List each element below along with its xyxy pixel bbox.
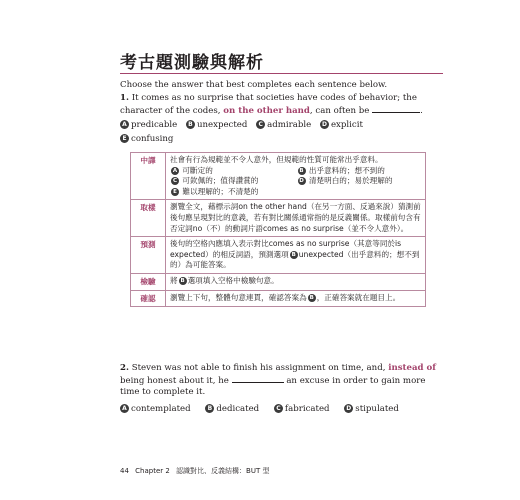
answer-blank[interactable]: [232, 375, 284, 383]
question-text: It comes as no surprise that societies have codes of behavior; the character of the codes,: [120, 93, 417, 116]
option-list: [120, 404, 442, 416]
row-content: [166, 273, 426, 290]
analysis-row-confirm: [131, 290, 426, 307]
option-c[interactable]: [274, 404, 330, 416]
chapter-label: Chapter 2: [135, 467, 170, 475]
option-text: stipulated: [355, 403, 399, 414]
option-letter-badge: A: [172, 167, 178, 174]
translation-option-text: 可欽佩的；值得讚賞的: [182, 176, 259, 186]
page-footer: [120, 466, 274, 476]
translation-option-text: 可斷定的: [182, 165, 213, 175]
analysis-table: [130, 152, 426, 307]
instruction-text: Choose the answer that best completes each sentence below.: [120, 80, 388, 90]
option-letter-badge: D: [299, 178, 304, 185]
option-text: unexpected: [196, 120, 248, 130]
option-text: admirable: [267, 120, 312, 130]
option-letter-badge: C: [274, 404, 283, 413]
translation-option-text: 難以理解的；不清楚的: [182, 186, 259, 196]
option-letter-badge: A: [120, 404, 129, 413]
option-letter-badge: C: [172, 178, 178, 185]
title-rule: [120, 73, 443, 74]
option-c[interactable]: [256, 120, 311, 132]
question-number: 2.: [120, 363, 129, 373]
option-letter-badge: E: [120, 134, 129, 143]
option-b[interactable]: [186, 120, 247, 132]
page-number: 44: [120, 467, 129, 475]
option-letter-badge: B: [205, 404, 214, 413]
question-text: being honest about it, he: [120, 375, 229, 386]
option-letter-badge: B: [299, 167, 304, 174]
option-d[interactable]: [320, 120, 363, 132]
option-b[interactable]: [205, 404, 259, 416]
option-letter-badge: C: [256, 120, 265, 129]
option-letter-badge: D: [344, 404, 353, 413]
question-number: 1.: [120, 93, 129, 103]
analysis-row-verify: [131, 273, 426, 290]
confirm-text: ，正確答案就在題目上。: [316, 292, 401, 302]
analysis-row-translation: [131, 153, 426, 200]
confirm-text: 瀏覽上下句，整體句意連貫，確認答案為: [170, 292, 307, 302]
translation-text: 社會有行為規範並不令人意外，但規範的性質可能常出乎意料。: [170, 155, 383, 164]
option-letter-badge: B: [180, 277, 185, 284]
analysis-row-predict: [131, 237, 426, 274]
predict-text: unexpected（出乎意料的；想不到的）為可能答案。: [170, 249, 420, 270]
option-text: dedicated: [216, 403, 260, 414]
highlighted-phrase: instead of: [388, 363, 436, 373]
row-label: 確認: [131, 290, 166, 307]
answer-blank[interactable]: [372, 105, 420, 113]
verify-text: 選項填入空格中檢驗句意。: [187, 275, 279, 285]
option-a[interactable]: [120, 404, 191, 416]
question-text: , can often be: [309, 105, 370, 116]
predict-text: 後句的空格內應填入表示對比comes as no surprise（其意等同於is expected）的相反詞語，預測選項: [170, 239, 402, 259]
analysis-row-clue: [131, 200, 426, 237]
option-text: explicit: [330, 120, 363, 130]
option-text: fabricated: [284, 403, 330, 414]
option-text: confusing: [131, 133, 174, 144]
row-label: 中譯: [131, 153, 166, 200]
page-title: 考古題測驗與解析: [120, 53, 264, 73]
translation-option: [170, 187, 295, 198]
question-text: .: [420, 105, 423, 116]
row-label: 檢驗: [131, 273, 166, 290]
option-text: predicable: [131, 120, 178, 130]
option-letter-badge: D: [320, 120, 329, 129]
option-letter-badge: B: [291, 251, 296, 258]
option-d[interactable]: [344, 404, 399, 416]
option-letter-badge: B: [186, 120, 195, 129]
option-letter-badge: B: [309, 294, 314, 301]
option-e[interactable]: [120, 134, 173, 146]
row-label: 取樣: [131, 200, 166, 237]
question-text: Steven was not able to finish his assignment on time, and,: [131, 363, 386, 373]
option-list: [120, 120, 442, 145]
highlighted-phrase: on the other hand: [223, 105, 310, 116]
translation-option: [297, 176, 422, 187]
section-title: 認識對比、反義結構：BUT 型: [176, 467, 270, 475]
row-content: [166, 237, 426, 274]
question-1: [120, 93, 442, 145]
translation-option: [297, 166, 422, 177]
translation-option: [170, 166, 295, 177]
row-content: [166, 290, 426, 307]
translation-option-text: 出乎意料的；想不到的: [308, 165, 385, 175]
row-label: 預測: [131, 237, 166, 274]
question-2: [120, 363, 442, 415]
translation-option-text: 清楚明白的；易於理解的: [308, 176, 393, 186]
translation-options: [170, 166, 421, 198]
row-content: 瀏覽全文，藉標示詞on the other hand（在另一方面、反過來說）猜測前後句應呈現對比的意義，若有對比關係通常指的是反義關係。取樣前句含有否定詞no（不）的動詞片語comes as no surprise（並不令人意外）。: [166, 200, 426, 237]
option-text: contemplated: [131, 403, 191, 414]
option-letter-badge: E: [171, 188, 179, 196]
translation-option: [170, 176, 295, 187]
option-a[interactable]: [120, 120, 177, 132]
row-content: [166, 153, 426, 200]
option-letter-badge: A: [120, 120, 129, 129]
question-text: an excuse in order to gain more time to complete it.: [120, 375, 426, 397]
verify-text: 將: [170, 275, 178, 285]
